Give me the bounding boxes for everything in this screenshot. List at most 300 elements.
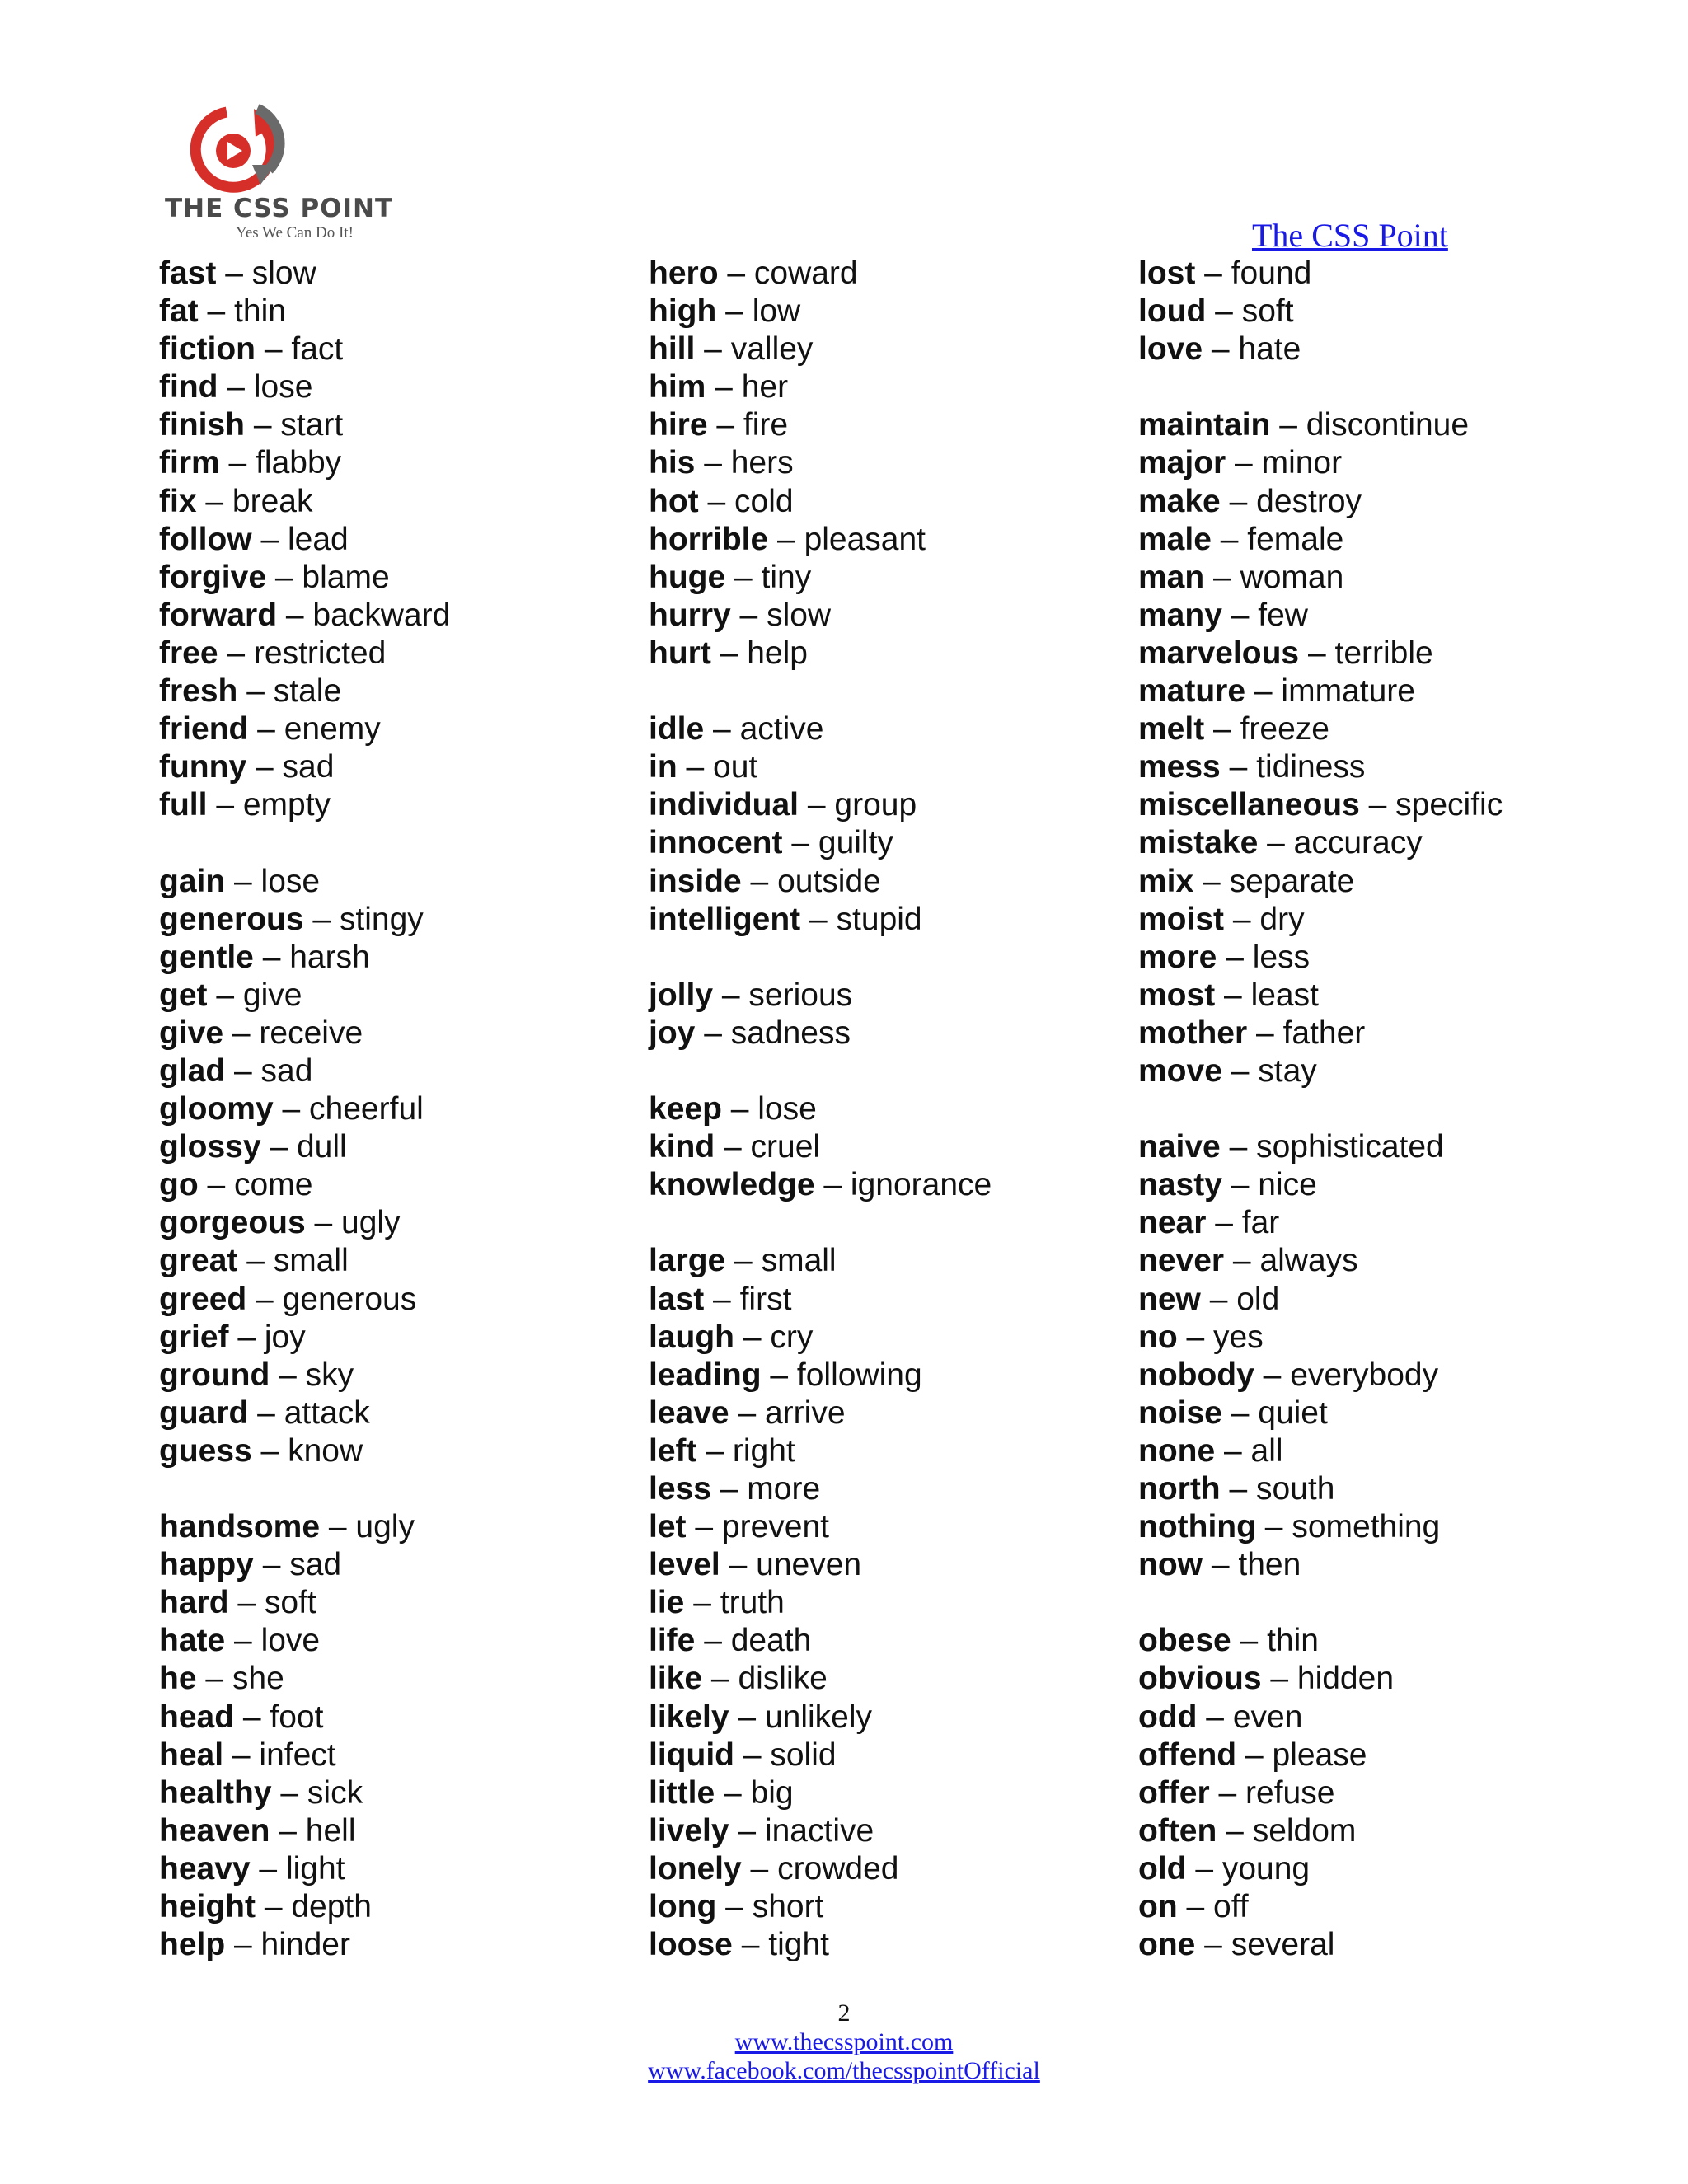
antonym-row <box>1138 1052 1600 1090</box>
dash-separator: – <box>1221 1052 1259 1089</box>
antonym: tiny <box>761 559 812 595</box>
word: none <box>1138 1432 1216 1469</box>
word: lie <box>649 1585 685 1621</box>
antonym-row <box>649 1394 1110 1432</box>
blank-row <box>649 673 1110 710</box>
dash-separator: – <box>234 1699 270 1735</box>
dash-separator: – <box>1261 1661 1297 1697</box>
word: marvelous <box>1138 635 1300 671</box>
dash-separator: – <box>1270 407 1306 443</box>
antonym: hate <box>1238 331 1301 368</box>
antonym: lose <box>260 863 321 899</box>
antonym-row <box>159 597 621 635</box>
antonym: thin <box>234 293 286 330</box>
word: make <box>1138 483 1221 519</box>
word: lively <box>649 1812 729 1849</box>
dash-separator: – <box>695 1015 731 1051</box>
word: idle <box>649 711 705 748</box>
antonym: empty <box>242 787 331 823</box>
antonym: inactive <box>764 1812 874 1849</box>
antonym-row <box>1138 1281 1600 1319</box>
antonym: small <box>273 1243 349 1279</box>
antonym: generous <box>282 1281 417 1317</box>
antonym-row <box>159 786 621 824</box>
antonym-row <box>649 1166 1110 1204</box>
antonym-row <box>649 1242 1110 1280</box>
antonym: accuracy <box>1293 825 1423 861</box>
antonym-row <box>159 1699 621 1736</box>
logo-name: THE CSS POINT <box>165 194 394 223</box>
word: forward <box>159 597 278 633</box>
antonym-row <box>1138 1774 1600 1812</box>
word: hate <box>159 1623 226 1659</box>
dash-separator: – <box>702 1661 738 1697</box>
antonym-row <box>649 1319 1110 1357</box>
antonym-row <box>1138 635 1600 673</box>
antonym-row <box>159 977 621 1015</box>
antonym: love <box>260 1623 321 1659</box>
dash-separator: – <box>695 331 731 368</box>
antonym: light <box>285 1850 345 1886</box>
word: major <box>1138 445 1226 481</box>
dash-separator: – <box>782 825 818 861</box>
antonym-row <box>159 1622 621 1660</box>
antonym: receive <box>259 1015 363 1051</box>
word: let <box>649 1509 687 1545</box>
antonym: soft <box>264 1585 316 1621</box>
antonym: out <box>713 749 758 785</box>
antonym: enemy <box>284 711 381 748</box>
antonym: seldom <box>1252 1812 1357 1849</box>
word: fix <box>159 483 197 519</box>
antonym: tidiness <box>1256 749 1366 785</box>
dash-separator: – <box>1224 1243 1260 1279</box>
word: male <box>1138 521 1212 557</box>
antonym-row <box>649 1736 1110 1774</box>
antonym-row <box>649 1850 1110 1888</box>
dash-separator: – <box>695 1623 731 1659</box>
word: hurry <box>649 597 731 633</box>
antonym-row <box>1138 406 1600 444</box>
antonym-row <box>649 1888 1110 1926</box>
word: jolly <box>649 977 714 1013</box>
dash-separator: – <box>305 1205 342 1241</box>
antonym-row <box>1138 559 1600 597</box>
antonym-row <box>159 521 621 559</box>
word: most <box>1138 977 1216 1013</box>
antonym: hers <box>730 445 794 481</box>
word: new <box>1138 1281 1201 1317</box>
dash-separator: – <box>799 787 835 823</box>
dash-separator: – <box>1215 1432 1251 1469</box>
word: gain <box>159 863 226 899</box>
antonym-row <box>159 1850 621 1888</box>
dash-separator: – <box>260 1129 297 1165</box>
word: joy <box>649 1015 696 1051</box>
dash-separator: – <box>1177 1319 1214 1355</box>
antonym-row <box>159 255 621 293</box>
dash-separator: – <box>198 1167 235 1203</box>
antonym-row <box>1138 1394 1600 1432</box>
word: fat <box>159 293 199 330</box>
dash-separator: – <box>1202 1547 1239 1583</box>
word: find <box>159 369 218 405</box>
antonym: unlikely <box>764 1699 873 1735</box>
dash-separator: – <box>277 597 313 633</box>
antonym: solid <box>770 1736 837 1773</box>
antonym: serious <box>748 977 853 1013</box>
dash-separator: – <box>732 1927 769 1963</box>
dash-separator: – <box>729 1812 765 1849</box>
antonym-row <box>649 293 1110 330</box>
antonym-row <box>649 1926 1110 1964</box>
word: near <box>1138 1205 1207 1241</box>
dash-separator: – <box>1221 1167 1259 1203</box>
antonym-row <box>159 1128 621 1166</box>
word: firm <box>159 445 220 481</box>
antonym-row <box>649 1015 1110 1052</box>
dash-separator: – <box>686 1509 722 1545</box>
antonym: least <box>1250 977 1319 1013</box>
dash-separator: – <box>1359 787 1396 823</box>
word: last <box>649 1281 705 1317</box>
antonym-row <box>1138 255 1600 293</box>
word: heal <box>159 1736 224 1773</box>
antonym: few <box>1258 597 1308 633</box>
dash-separator: – <box>684 1585 720 1621</box>
word: nobody <box>1138 1357 1254 1393</box>
word: hurt <box>649 635 711 671</box>
antonym-row <box>649 255 1110 293</box>
antonym: foot <box>270 1699 324 1735</box>
word: gorgeous <box>159 1205 306 1241</box>
dash-separator: – <box>266 559 302 595</box>
dash-separator: – <box>320 1509 356 1545</box>
antonym-row <box>1138 1926 1600 1964</box>
antonym: stupid <box>836 901 922 937</box>
word: innocent <box>649 825 783 861</box>
antonym: old <box>1236 1281 1280 1317</box>
word: lonely <box>649 1850 742 1886</box>
antonym-row <box>159 1584 621 1622</box>
dash-separator: – <box>218 635 254 671</box>
word: mature <box>1138 673 1246 710</box>
antonym-row <box>159 1281 621 1319</box>
dash-separator: – <box>303 901 340 937</box>
antonym-row <box>159 1660 621 1698</box>
antonym-row <box>1138 330 1600 368</box>
dash-separator: – <box>1206 1205 1242 1241</box>
word: on <box>1138 1889 1178 1925</box>
dash-separator: – <box>710 1471 748 1507</box>
dash-separator: – <box>225 1927 261 1963</box>
antonym-row <box>1138 1812 1600 1850</box>
antonym-row <box>159 559 621 597</box>
word: go <box>159 1167 199 1203</box>
antonym: thin <box>1267 1623 1319 1659</box>
word: leave <box>649 1394 729 1431</box>
dash-separator: – <box>716 1889 753 1925</box>
antonym-row <box>649 1660 1110 1698</box>
antonym: cruel <box>750 1129 821 1165</box>
dash-separator: – <box>1177 1889 1214 1925</box>
antonym: sophisticated <box>1256 1129 1444 1165</box>
dash-separator: – <box>246 749 283 785</box>
antonym: come <box>234 1167 313 1203</box>
word: mess <box>1138 749 1221 785</box>
word: follow <box>159 521 252 557</box>
antonym: know <box>288 1432 363 1469</box>
word: full <box>159 787 208 823</box>
antonym: quiet <box>1258 1394 1328 1431</box>
dash-separator: – <box>248 1394 284 1431</box>
antonym: sad <box>282 749 335 785</box>
antonym-row <box>159 1319 621 1357</box>
antonym-row <box>159 1546 621 1584</box>
word: long <box>649 1889 717 1925</box>
word: hill <box>649 331 696 368</box>
word: hero <box>649 255 719 291</box>
dash-separator: – <box>246 1281 283 1317</box>
antonym: young <box>1221 1850 1311 1886</box>
antonym: attack <box>284 1394 370 1431</box>
antonym-row <box>1138 863 1600 901</box>
antonym: ignorance <box>850 1167 992 1203</box>
word: intelligent <box>649 901 801 937</box>
word: ground <box>159 1357 270 1393</box>
word: height <box>159 1889 256 1925</box>
dash-separator: – <box>1221 597 1259 633</box>
word-column-3 <box>1138 255 1600 1964</box>
word: often <box>1138 1812 1217 1849</box>
facebook-link[interactable]: www.facebook.com/thecsspointOfficial <box>648 2057 1040 2084</box>
dash-separator: – <box>729 1394 765 1431</box>
footer-website-link-row <box>0 2028 1688 2056</box>
dash-separator: – <box>704 711 740 748</box>
dash-separator: – <box>1258 825 1294 861</box>
antonym: discontinue <box>1306 407 1470 443</box>
antonym: backward <box>312 597 451 633</box>
antonym-row <box>649 1584 1110 1622</box>
dash-separator: – <box>696 1432 733 1469</box>
antonym-row <box>1138 1850 1600 1888</box>
blank-row <box>649 1204 1110 1242</box>
antonym: slow <box>251 255 316 291</box>
antonym: lose <box>253 369 313 405</box>
antonym: coward <box>753 255 858 291</box>
antonym-row <box>649 786 1110 824</box>
word: love <box>1138 331 1203 368</box>
antonym: stale <box>273 673 342 710</box>
blank-row <box>649 939 1110 977</box>
antonym: guilty <box>818 825 893 861</box>
antonym: several <box>1231 1927 1335 1963</box>
word: offend <box>1138 1736 1237 1773</box>
dash-separator: – <box>1247 1015 1283 1051</box>
antonym-row <box>649 1699 1110 1736</box>
dash-separator: – <box>1217 1812 1253 1849</box>
antonym: south <box>1256 1471 1335 1507</box>
antonym: terrible <box>1334 635 1433 671</box>
antonym: stingy <box>339 901 424 937</box>
antonym-row <box>1138 1546 1600 1584</box>
antonym-row <box>649 635 1110 673</box>
antonym: her <box>741 369 789 405</box>
dash-separator: – <box>698 483 735 519</box>
antonym: sad <box>289 1547 342 1583</box>
antonym-row <box>159 1926 621 1964</box>
word: man <box>1138 559 1205 595</box>
dash-separator: – <box>814 1167 851 1203</box>
dash-separator: – <box>718 255 754 291</box>
antonym: all <box>1250 1432 1283 1469</box>
antonym: give <box>242 977 302 1013</box>
antonym: far <box>1241 1205 1280 1241</box>
site-logo <box>165 101 394 245</box>
antonym: specific <box>1395 787 1503 823</box>
word: glad <box>159 1052 226 1089</box>
antonym-row <box>1138 673 1600 710</box>
antonym-row <box>649 1812 1110 1850</box>
antonym-row <box>649 521 1110 559</box>
dash-separator: – <box>1224 901 1260 937</box>
antonym: truth <box>720 1585 785 1621</box>
word: inside <box>649 863 742 899</box>
antonym-row <box>649 977 1110 1015</box>
word: more <box>1138 939 1217 975</box>
antonym: joy <box>264 1319 306 1355</box>
antonym-row <box>649 710 1110 748</box>
antonym-row <box>159 1774 621 1812</box>
antonym-row <box>649 1128 1110 1166</box>
antonym: active <box>739 711 824 748</box>
word: in <box>649 749 678 785</box>
antonym: off <box>1213 1889 1249 1925</box>
antonym: uneven <box>756 1547 862 1583</box>
word: one <box>1138 1927 1196 1963</box>
dash-separator: – <box>1220 483 1257 519</box>
antonym: she <box>232 1661 284 1697</box>
antonym-row <box>1138 1015 1600 1052</box>
dash-separator: – <box>1221 1394 1259 1431</box>
word: gloomy <box>159 1091 274 1127</box>
antonym-row <box>159 710 621 748</box>
dash-separator: – <box>715 1774 751 1811</box>
word: leading <box>649 1357 762 1393</box>
dash-separator: – <box>250 1850 286 1886</box>
antonym-row <box>159 673 621 710</box>
antonym-row <box>159 1357 621 1394</box>
antonym: big <box>750 1774 794 1811</box>
antonym: sad <box>260 1052 313 1089</box>
dash-separator: – <box>225 1052 261 1089</box>
dash-separator: – <box>734 1319 771 1355</box>
antonym-row <box>1138 1736 1600 1774</box>
antonym-row <box>1138 1319 1600 1357</box>
dash-separator: – <box>713 977 749 1013</box>
dash-separator: – <box>1299 635 1335 671</box>
antonym-row <box>159 1812 621 1850</box>
header-site-link[interactable]: The CSS Point <box>1252 217 1448 254</box>
dash-separator: – <box>218 369 254 405</box>
antonym: woman <box>1240 559 1344 595</box>
website-link[interactable]: www.thecsspoint.com <box>734 2028 954 2055</box>
dash-separator: – <box>1220 1129 1257 1165</box>
antonym-row <box>1138 483 1600 521</box>
dash-separator: – <box>1204 559 1240 595</box>
antonym: group <box>834 787 917 823</box>
antonym-row <box>1138 748 1600 786</box>
antonym: following <box>796 1357 922 1393</box>
antonym: pleasant <box>804 521 926 557</box>
dash-separator: – <box>196 483 232 519</box>
antonym: hinder <box>260 1927 350 1963</box>
dash-separator: – <box>237 1243 274 1279</box>
dash-separator: – <box>730 597 767 633</box>
dash-separator: – <box>734 1736 771 1773</box>
antonym: always <box>1259 1243 1358 1279</box>
word: north <box>1138 1471 1221 1507</box>
antonym-row <box>159 1736 621 1774</box>
antonym: blame <box>302 559 390 595</box>
dash-separator: – <box>677 749 714 785</box>
dash-separator: – <box>720 1547 757 1583</box>
word: move <box>1138 1052 1222 1089</box>
dash-separator: – <box>706 369 742 405</box>
antonym: start <box>280 407 344 443</box>
word: help <box>159 1927 226 1963</box>
antonym-row <box>649 1774 1110 1812</box>
antonym: outside <box>777 863 881 899</box>
dash-separator: – <box>216 255 252 291</box>
antonym-row <box>649 559 1110 597</box>
dash-separator: – <box>253 939 290 975</box>
antonym: restricted <box>253 635 387 671</box>
word: hire <box>649 407 708 443</box>
word: fiction <box>159 331 256 368</box>
word: generous <box>159 901 304 937</box>
antonym-row <box>1138 444 1600 482</box>
antonym: even <box>1232 1699 1303 1735</box>
dash-separator: – <box>225 863 261 899</box>
word: greed <box>159 1281 247 1317</box>
antonym: found <box>1231 255 1312 291</box>
antonym-row <box>1138 939 1600 977</box>
blank-row <box>159 824 621 862</box>
word: moist <box>1138 901 1225 937</box>
antonym-row <box>649 1546 1110 1584</box>
dash-separator: – <box>1245 673 1282 710</box>
antonym-row <box>1138 1622 1600 1660</box>
word: left <box>649 1432 697 1469</box>
dash-separator: – <box>1204 711 1240 748</box>
antonym: freeze <box>1240 711 1329 748</box>
antonym: ugly <box>355 1509 415 1545</box>
antonym-row <box>649 330 1110 368</box>
antonym-row <box>1138 1470 1600 1508</box>
antonym-row <box>1138 824 1600 862</box>
word: like <box>649 1661 703 1697</box>
antonym: please <box>1272 1736 1367 1773</box>
antonym-row <box>1138 597 1600 635</box>
antonym-row <box>159 406 621 444</box>
word: free <box>159 635 218 671</box>
antonym: then <box>1238 1547 1301 1583</box>
word: horrible <box>649 521 769 557</box>
word: handsome <box>159 1509 321 1545</box>
antonym-row <box>159 1394 621 1432</box>
antonym: fire <box>743 407 789 443</box>
